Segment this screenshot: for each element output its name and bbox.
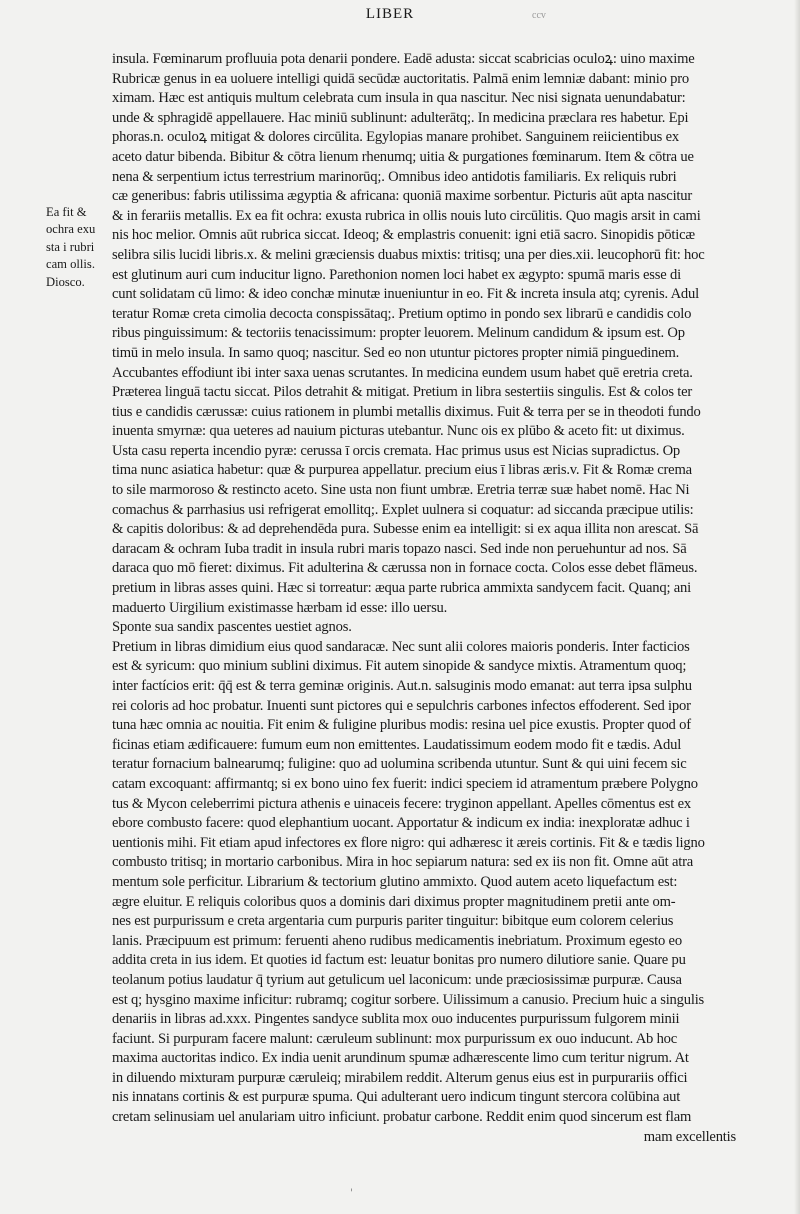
text-line: Rubricæ genus in ea uoluere intelligi quidā secūdæ auctoritatis. Palmā enim lemniæ dabant: minio pro bbox=[112, 70, 690, 87]
text-line: Usta casu reperta incendio pyræ: cerussa ī orcis cremata. Hac primus usus est Nicias supradictus. Op bbox=[112, 442, 681, 459]
text-line: aceto datur bibenda. Bibitur & cōtra lienum rhenumq; uitia & purgationes fœminarum. Item & cōtra ue bbox=[112, 148, 694, 165]
text-line: Sponte sua sandix pascentes uestiet agnos. bbox=[112, 619, 352, 636]
text-line: inter factícios erit: q̄q̄ est & terra geminæ originis. Aut.n. salsuginis modo emanat: aut terra ipsa sulphu bbox=[112, 678, 692, 694]
margin-note-line: Diosco. bbox=[46, 274, 85, 289]
text-line: mam excellentis bbox=[643, 1128, 736, 1145]
text-line: est q; hysgino maxime inficitur: rubramq; cogitur sorbere. Uilissimum a canusio. Precium huic a singulis bbox=[112, 991, 705, 1008]
margin-note bbox=[46, 204, 108, 291]
folio-mark: ccv bbox=[532, 10, 546, 21]
text-line: catam excoquant: affirmantq; si ex bono uino fex fuerit: indici speciem id atramentum præbere Polygno bbox=[112, 775, 698, 792]
text-line: cretam selinusiam uel anulariam uitro inficiunt. probatur carbone. Reddit enim quod sincerum est flam bbox=[112, 1109, 692, 1126]
text-line: tus & Mycon celeberrimi pictura athenis e uinaceis fecere: tryginon appellant. Apelles cōmentus est ex bbox=[112, 795, 691, 812]
text-line: inuenta smyrnæ: qua ueteres ad nauium picturas utebantur. Nunc ois ex plūbo & aceto fit: ut diximus. bbox=[112, 423, 685, 440]
text-line: cæ generibus: fabris utilissima ægyptia & africana: quoniā maxime sorbentur. Picturis aūt apta nascitur bbox=[112, 188, 693, 205]
text-line: addita creta in ius idem. Et quoties id factum est: leuatur bonitas pro numero dilutiore sanie. Quare pu bbox=[112, 952, 686, 969]
text-line: maxima auctoritas indico. Ex india uenit arundinum spumæ adhærescente limo cum teritur nigrum. At bbox=[112, 1050, 689, 1067]
text-line: phoras.n. oculoꝝ mitigat & dolores circūlita. Egylopias manare prohibet. Sanguinem reiicientibus ex bbox=[112, 129, 679, 146]
margin-note-line: sta i rubri bbox=[46, 239, 95, 254]
text-line: Pretium in libras dimidium eius quod sandaracæ. Nec sunt alii colores maioris ponderis. Inter facticios bbox=[112, 638, 690, 655]
text-line: daracam & ochram Iuba tradit in insula rubri maris topazo nasci. Sed inde non peruehuntur ad nos. Sā bbox=[112, 540, 687, 557]
text-line: rei coloris ad hoc probatur. Inuenti sunt pictores qui e sepulchris carbones infectos effoderent. Sed ipor bbox=[112, 697, 691, 714]
text-line: timū in melo insula. In samo quoq; nascitur. Sed eo non utuntur pictores propter nimiā pinguedinem. bbox=[112, 344, 680, 361]
text-line: ficinas etiam ædificauere: fumum eum non emittentes. Laudatissimum eodem modo fit e tædis. Adul bbox=[112, 736, 682, 753]
text-line: in diluendo mixturam purpuræ cæruleiq; mirabilem reddit. Alterum genus eius est in purpurariis offici bbox=[112, 1069, 688, 1086]
text-line: nis hoc melior. Omnis aūt rubrica siccat. Ideoq; & emplastris conuenit: igni etiā sacro. Sinopidis pōticæ bbox=[112, 227, 695, 244]
text-line: est glutinum auri cum inducitur ligno. Parethonion nomen loci habet ex ægypto: spumā maris esse di bbox=[112, 266, 681, 283]
running-head: LIBER bbox=[365, 6, 415, 22]
text-line: teolanum potius laudatur q̄ tyrium aut getulicum uel laconicum: unde præciosissimæ purpuræ. Causa bbox=[112, 971, 682, 988]
text-line: combusto tritisq; in mortario carbonibus. Mira in hoc sepiarum natura: sed ex iis non fit. Omne aūt atra bbox=[112, 854, 694, 871]
text-line: uentionis mihi. Fit etiam apud infectores ex flore nigro: qui adhæresc it æreis cortinis. Fit & e tædis ligno bbox=[112, 834, 705, 851]
text-line: cunt solidatam cū limo: & ideo conchæ minutæ inueniuntur in eo. Fit & increta insula atq; cyrenis. Adul bbox=[112, 286, 699, 303]
text-line: comachus & parrhasius usi refrigerat emollitq;. Explet uulnera si coquatur: ad siccanda præcipue utilis: bbox=[112, 501, 694, 518]
text-line: mentum sole perficitur. Librarium & tectorium glutino ammixto. Quod autem aceto liquefactum est: bbox=[112, 873, 678, 890]
text-line: ebore combusto facere: quod elephantium uocant. Apportatur & indicum ex india: inexploratæ adhuc i bbox=[112, 815, 690, 832]
text-line: ximam. Hæc est antiquis multum celebrata cum insula in qua nascitur. Nec nisi signata uenundabatur: bbox=[112, 90, 686, 107]
text-line: nes est purpurissum e creta argentaria cum purpuris pariter tinguitur: bibitque eum colorem celerius bbox=[112, 913, 674, 930]
text-line: Præterea linguā tactu siccat. Pilos detrahit & mitigat. Pretium in libra sestertiis singulis. Est & colos ter bbox=[112, 384, 693, 401]
text-line: nis innatans cortinis & est purpuræ spuma. Qui adulterant uero indicum tingunt stercora colūbina aut bbox=[112, 1089, 681, 1106]
margin-note-line: cam ollis. bbox=[46, 257, 95, 272]
text-line: pretium in libras asses quini. Hæc si torreatur: æqua parte rubrica ammixta sandycem facit. Quanq; ani bbox=[112, 580, 691, 597]
margin-note-line: Ea fit & bbox=[46, 205, 87, 219]
text-line: & in ferariis metallis. Ex ea fit ochra: exusta rubrica in ollis nouis luto circūlitis. Quo magis arsit in cami bbox=[112, 207, 701, 224]
text-line: to sile marmoroso & restincto aceto. Sine usta non fiunt umbræ. Eretria terræ suæ habet nomē. Hac Ni bbox=[112, 482, 690, 499]
text-line: ægre eluitur. E reliquis coloribus quos a dominis dari diximus propter magnitudinem pretii ante om- bbox=[112, 893, 676, 910]
body-text-block bbox=[112, 50, 774, 1147]
text-line: denariis in libras ad.xxx. Pingentes sandyce sublita mox ouo inducentes purpurissum fulgorem minii bbox=[112, 1011, 680, 1028]
text-line: maduerto Uirgilium existimasse hærbam id esse: illo uersu. bbox=[112, 599, 448, 616]
text-line: nena & serpentium ictus terrestrium marinorūq;. Omnibus ideo antidotis familiaris. Ex reliquis rubri bbox=[112, 168, 677, 185]
text-line: faciunt. Si purpuram facere malunt: cæruleum sublinunt: mox purpurissum ex ouo inducunt. Ab hoc bbox=[112, 1030, 678, 1047]
text-line: lanis. Præcipuum est primum: feruenti aheno rudibus medicamentis inebriatum. Proximum egesto eo bbox=[112, 932, 682, 949]
text-line: selibra silis lucidi libris.x. & melini græciensis duabus mixtis: tritisq; una per dies.xii. leucophorū fit: hoc bbox=[112, 246, 705, 263]
text-line: unde & sphragidē appellauere. Hac miniū sublinunt: adulterātq;. In medicina præclara res habetur. Epi bbox=[112, 109, 689, 126]
text-line: insula. Fœminarum profluuia pota denarii pondere. Eadē adusta: siccat scabricias oculoꝝ: uino maxime bbox=[112, 51, 695, 67]
text-line: & capitis doloribus: & ad deprehendēda pura. Subesse enim ea intelligit: si ex aqua illita non arescat. Sā bbox=[112, 521, 699, 538]
text-line: ribus pinguissimum: & tectoriis tenacissimum: propter leuorem. Melinum candidum & ipsum est. Op bbox=[112, 325, 685, 342]
text-line: teratur Romæ creta cimolia decocta conspissātaq;. Pretium optimo in pondo sex librarū e candidis colo bbox=[112, 305, 692, 322]
text-line: tima nunc asiatica habetur: quæ & purpurea appellatur. precium eius ī libras æris.v. Fit & Romæ crema bbox=[112, 462, 692, 479]
text-line: est & syricum: quo minium sublini diximus. Fit autem sinopide & sandyce mixtis. Atramentum quoq; bbox=[112, 658, 687, 675]
bottom-mark: ' bbox=[350, 1188, 353, 1199]
text-line: teratur fornacium balnearumq; fuligine: quo ad uolumina scribenda utuntur. Sunt & qui uini fecem sic bbox=[112, 756, 687, 773]
text-line: tius e candidis cærussæ: cuius rationem in plumbi metallis diximus. Fuit & terra per se in theodoti fundo bbox=[112, 403, 701, 420]
text-line: tuna hæc omnia ac nouitia. Fit enim & fuligine pluribus modis: resina uel pice exustis. Propter quod of bbox=[112, 717, 691, 734]
text-line: Accubantes effodiunt ibi inter saxa uenas scrutantes. In medicina eundem usum habet quē eretria creta. bbox=[112, 364, 693, 381]
page-edge-shadow bbox=[794, 0, 800, 1214]
margin-note-line: ochra exu bbox=[46, 222, 96, 237]
text-line: daraca quo mō fieret: diximus. Fit adulterina & cærussa non in fornace cocta. Colos esse debet flāmeus. bbox=[112, 560, 698, 577]
